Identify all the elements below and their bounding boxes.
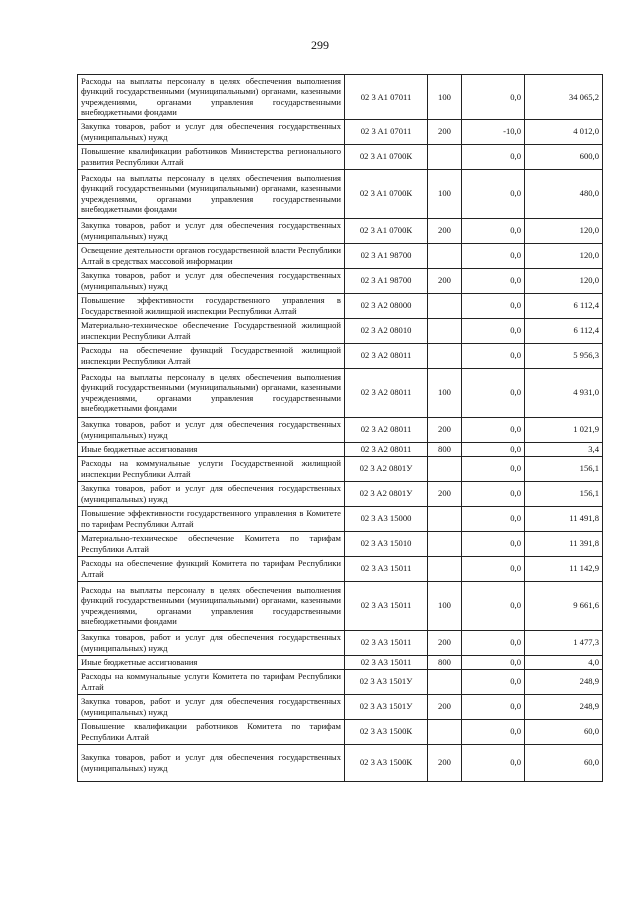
row-code: 02 3 A3 15011: [345, 630, 428, 655]
budget-table-body: [78, 75, 603, 782]
row-name: Закупка товаров, работ и услуг для обеспечения государственных (муниципальных) нужд: [78, 481, 345, 506]
row-total-amount: 4 012,0: [525, 119, 603, 144]
row-name: Иные бюджетные ассигнования: [78, 442, 345, 456]
row-total-amount: 4 931,0: [525, 368, 603, 417]
row-total-amount: 11 391,8: [525, 531, 603, 556]
table-row: [78, 531, 603, 556]
row-code: 02 3 A3 15011: [345, 655, 428, 669]
table-row: [78, 293, 603, 318]
row-total-amount: 6 112,4: [525, 293, 603, 318]
row-expense-type: 800: [428, 442, 462, 456]
table-row: [78, 744, 603, 781]
row-name: Расходы на обеспечение функций Государственной жилищной инспекции Республики Алтай: [78, 343, 345, 368]
table-row: [78, 268, 603, 293]
row-change-amount: 0,0: [462, 531, 525, 556]
row-change-amount: 0,0: [462, 218, 525, 243]
row-code: 02 3 A1 0700К: [345, 218, 428, 243]
row-change-amount: 0,0: [462, 417, 525, 442]
row-change-amount: -10,0: [462, 119, 525, 144]
row-code: 02 3 A3 15010: [345, 531, 428, 556]
table-row: [78, 343, 603, 368]
table-row: [78, 556, 603, 581]
row-code: 02 3 A3 1500К: [345, 719, 428, 744]
row-expense-type: [428, 243, 462, 268]
row-change-amount: 0,0: [462, 694, 525, 719]
row-code: 02 3 A3 15011: [345, 581, 428, 630]
row-total-amount: 6 112,4: [525, 318, 603, 343]
row-total-amount: 60,0: [525, 744, 603, 781]
table-row: [78, 506, 603, 531]
row-code: 02 3 A3 15000: [345, 506, 428, 531]
row-expense-type: [428, 669, 462, 694]
row-code: 02 3 A1 0700К: [345, 169, 428, 218]
row-expense-type: [428, 719, 462, 744]
row-change-amount: 0,0: [462, 169, 525, 218]
row-total-amount: 248,9: [525, 694, 603, 719]
row-name: Закупка товаров, работ и услуг для обеспечения государственных (муниципальных) нужд: [78, 218, 345, 243]
row-code: 02 3 A1 0700К: [345, 144, 428, 169]
row-name: Закупка товаров, работ и услуг для обеспечения государственных (муниципальных) нужд: [78, 744, 345, 781]
row-name: Материально-техническое обеспечение Государственной жилищной инспекции Республики Алтай: [78, 318, 345, 343]
row-change-amount: 0,0: [462, 368, 525, 417]
row-expense-type: 100: [428, 368, 462, 417]
row-code: 02 3 A3 1500К: [345, 744, 428, 781]
row-total-amount: 60,0: [525, 719, 603, 744]
row-expense-type: 100: [428, 169, 462, 218]
row-change-amount: 0,0: [462, 243, 525, 268]
table-row: [78, 243, 603, 268]
row-total-amount: 120,0: [525, 218, 603, 243]
table-row: [78, 694, 603, 719]
row-expense-type: 200: [428, 630, 462, 655]
row-name: Расходы на выплаты персоналу в целях обеспечения выполнения функций государственными (муниципальными) органами, казенными учреждениями, органами управления государственными внебюджетными фондами: [78, 368, 345, 417]
row-name: Повышение эффективности государственного управления в Комитете по тарифам Республики Алтай: [78, 506, 345, 531]
row-total-amount: 120,0: [525, 268, 603, 293]
row-code: 02 3 A2 08011: [345, 442, 428, 456]
row-code: 02 3 A1 98700: [345, 243, 428, 268]
row-change-amount: 0,0: [462, 669, 525, 694]
row-total-amount: 248,9: [525, 669, 603, 694]
table-row: [78, 218, 603, 243]
row-total-amount: 4,0: [525, 655, 603, 669]
table-row: [78, 630, 603, 655]
row-code: 02 3 A3 1501У: [345, 694, 428, 719]
row-expense-type: [428, 506, 462, 531]
row-total-amount: 1 021,9: [525, 417, 603, 442]
row-code: 02 3 A1 07011: [345, 75, 428, 120]
row-name: Повышение квалификации работников Комитета по тарифам Республики Алтай: [78, 719, 345, 744]
table-row: [78, 417, 603, 442]
row-change-amount: 0,0: [462, 630, 525, 655]
row-total-amount: 11 491,8: [525, 506, 603, 531]
row-change-amount: 0,0: [462, 655, 525, 669]
table-row: [78, 368, 603, 417]
row-change-amount: 0,0: [462, 343, 525, 368]
row-name: Повышение эффективности государственного управления в Государственной жилищной инспекции Республики Алтай: [78, 293, 345, 318]
row-total-amount: 156,1: [525, 456, 603, 481]
row-name: Повышение квалификации работников Министерства регионального развития Республики Алтай: [78, 144, 345, 169]
row-expense-type: 200: [428, 744, 462, 781]
row-code: 02 3 A2 08011: [345, 343, 428, 368]
table-row: [78, 456, 603, 481]
row-change-amount: 0,0: [462, 144, 525, 169]
page-number: 299: [311, 38, 329, 52]
row-change-amount: 0,0: [462, 293, 525, 318]
row-total-amount: 11 142,9: [525, 556, 603, 581]
row-expense-type: [428, 293, 462, 318]
row-expense-type: 200: [428, 218, 462, 243]
row-change-amount: 0,0: [462, 442, 525, 456]
row-total-amount: 9 661,6: [525, 581, 603, 630]
row-name: Материально-техническое обеспечение Комитета по тарифам Республики Алтай: [78, 531, 345, 556]
row-expense-type: 800: [428, 655, 462, 669]
row-change-amount: 0,0: [462, 456, 525, 481]
row-expense-type: 200: [428, 694, 462, 719]
row-change-amount: 0,0: [462, 318, 525, 343]
row-code: 02 3 A3 1501У: [345, 669, 428, 694]
row-code: 02 3 A1 98700: [345, 268, 428, 293]
table-row: [78, 75, 603, 120]
row-name: Расходы на коммунальные услуги Комитета по тарифам Республики Алтай: [78, 669, 345, 694]
row-change-amount: 0,0: [462, 581, 525, 630]
table-row: [78, 581, 603, 630]
budget-table: [77, 74, 603, 782]
table-row: [78, 481, 603, 506]
row-change-amount: 0,0: [462, 719, 525, 744]
row-expense-type: 200: [428, 481, 462, 506]
table-row: [78, 318, 603, 343]
row-total-amount: 34 065,2: [525, 75, 603, 120]
row-name: Закупка товаров, работ и услуг для обеспечения государственных (муниципальных) нужд: [78, 630, 345, 655]
row-name: Закупка товаров, работ и услуг для обеспечения государственных (муниципальных) нужд: [78, 694, 345, 719]
row-name: Расходы на выплаты персоналу в целях обеспечения выполнения функций государственными (муниципальными) органами, казенными учреждениями, органами управления государственными внебюджетными фондами: [78, 581, 345, 630]
table-row: [78, 442, 603, 456]
row-total-amount: 1 477,3: [525, 630, 603, 655]
row-total-amount: 5 956,3: [525, 343, 603, 368]
table-row: [78, 169, 603, 218]
row-expense-type: 200: [428, 268, 462, 293]
row-total-amount: 156,1: [525, 481, 603, 506]
row-expense-type: [428, 556, 462, 581]
row-name: Закупка товаров, работ и услуг для обеспечения государственных (муниципальных) нужд: [78, 268, 345, 293]
row-code: 02 3 A2 0801У: [345, 481, 428, 506]
table-row: [78, 144, 603, 169]
row-expense-type: [428, 144, 462, 169]
row-name: Иные бюджетные ассигнования: [78, 655, 345, 669]
row-expense-type: [428, 318, 462, 343]
row-code: 02 3 A3 15011: [345, 556, 428, 581]
row-code: 02 3 A2 08011: [345, 368, 428, 417]
row-expense-type: 200: [428, 417, 462, 442]
row-name: Расходы на выплаты персоналу в целях обеспечения выполнения функций государственными (муниципальными) органами, казенными учреждениями, органами управления государственными внебюджетными фондами: [78, 169, 345, 218]
row-change-amount: 0,0: [462, 481, 525, 506]
row-expense-type: 100: [428, 581, 462, 630]
table-row: [78, 669, 603, 694]
row-name: Расходы на коммунальные услуги Государственной жилищной инспекции Республики Алтай: [78, 456, 345, 481]
row-code: 02 3 A2 0801У: [345, 456, 428, 481]
row-code: 02 3 A2 08010: [345, 318, 428, 343]
row-name: Освещение деятельности органов государственной власти Республики Алтай в средствах массовой информации: [78, 243, 345, 268]
row-total-amount: 120,0: [525, 243, 603, 268]
row-expense-type: 100: [428, 75, 462, 120]
row-change-amount: 0,0: [462, 556, 525, 581]
row-name: Расходы на обеспечение функций Комитета по тарифам Республики Алтай: [78, 556, 345, 581]
row-change-amount: 0,0: [462, 75, 525, 120]
row-code: 02 3 A1 07011: [345, 119, 428, 144]
row-name: Расходы на выплаты персоналу в целях обеспечения выполнения функций государственными (муниципальными) органами, казенными учреждениями, органами управления государственными внебюджетными фондами: [78, 75, 345, 120]
table-row: [78, 719, 603, 744]
row-name: Закупка товаров, работ и услуг для обеспечения государственных (муниципальных) нужд: [78, 119, 345, 144]
row-total-amount: 480,0: [525, 169, 603, 218]
row-expense-type: 200: [428, 119, 462, 144]
row-change-amount: 0,0: [462, 506, 525, 531]
row-total-amount: 3,4: [525, 442, 603, 456]
row-code: 02 3 A2 08000: [345, 293, 428, 318]
table-row: [78, 119, 603, 144]
row-expense-type: [428, 531, 462, 556]
row-change-amount: 0,0: [462, 744, 525, 781]
row-name: Закупка товаров, работ и услуг для обеспечения государственных (муниципальных) нужд: [78, 417, 345, 442]
row-change-amount: 0,0: [462, 268, 525, 293]
row-expense-type: [428, 343, 462, 368]
row-total-amount: 600,0: [525, 144, 603, 169]
table-row: [78, 655, 603, 669]
row-expense-type: [428, 456, 462, 481]
row-code: 02 3 A2 08011: [345, 417, 428, 442]
